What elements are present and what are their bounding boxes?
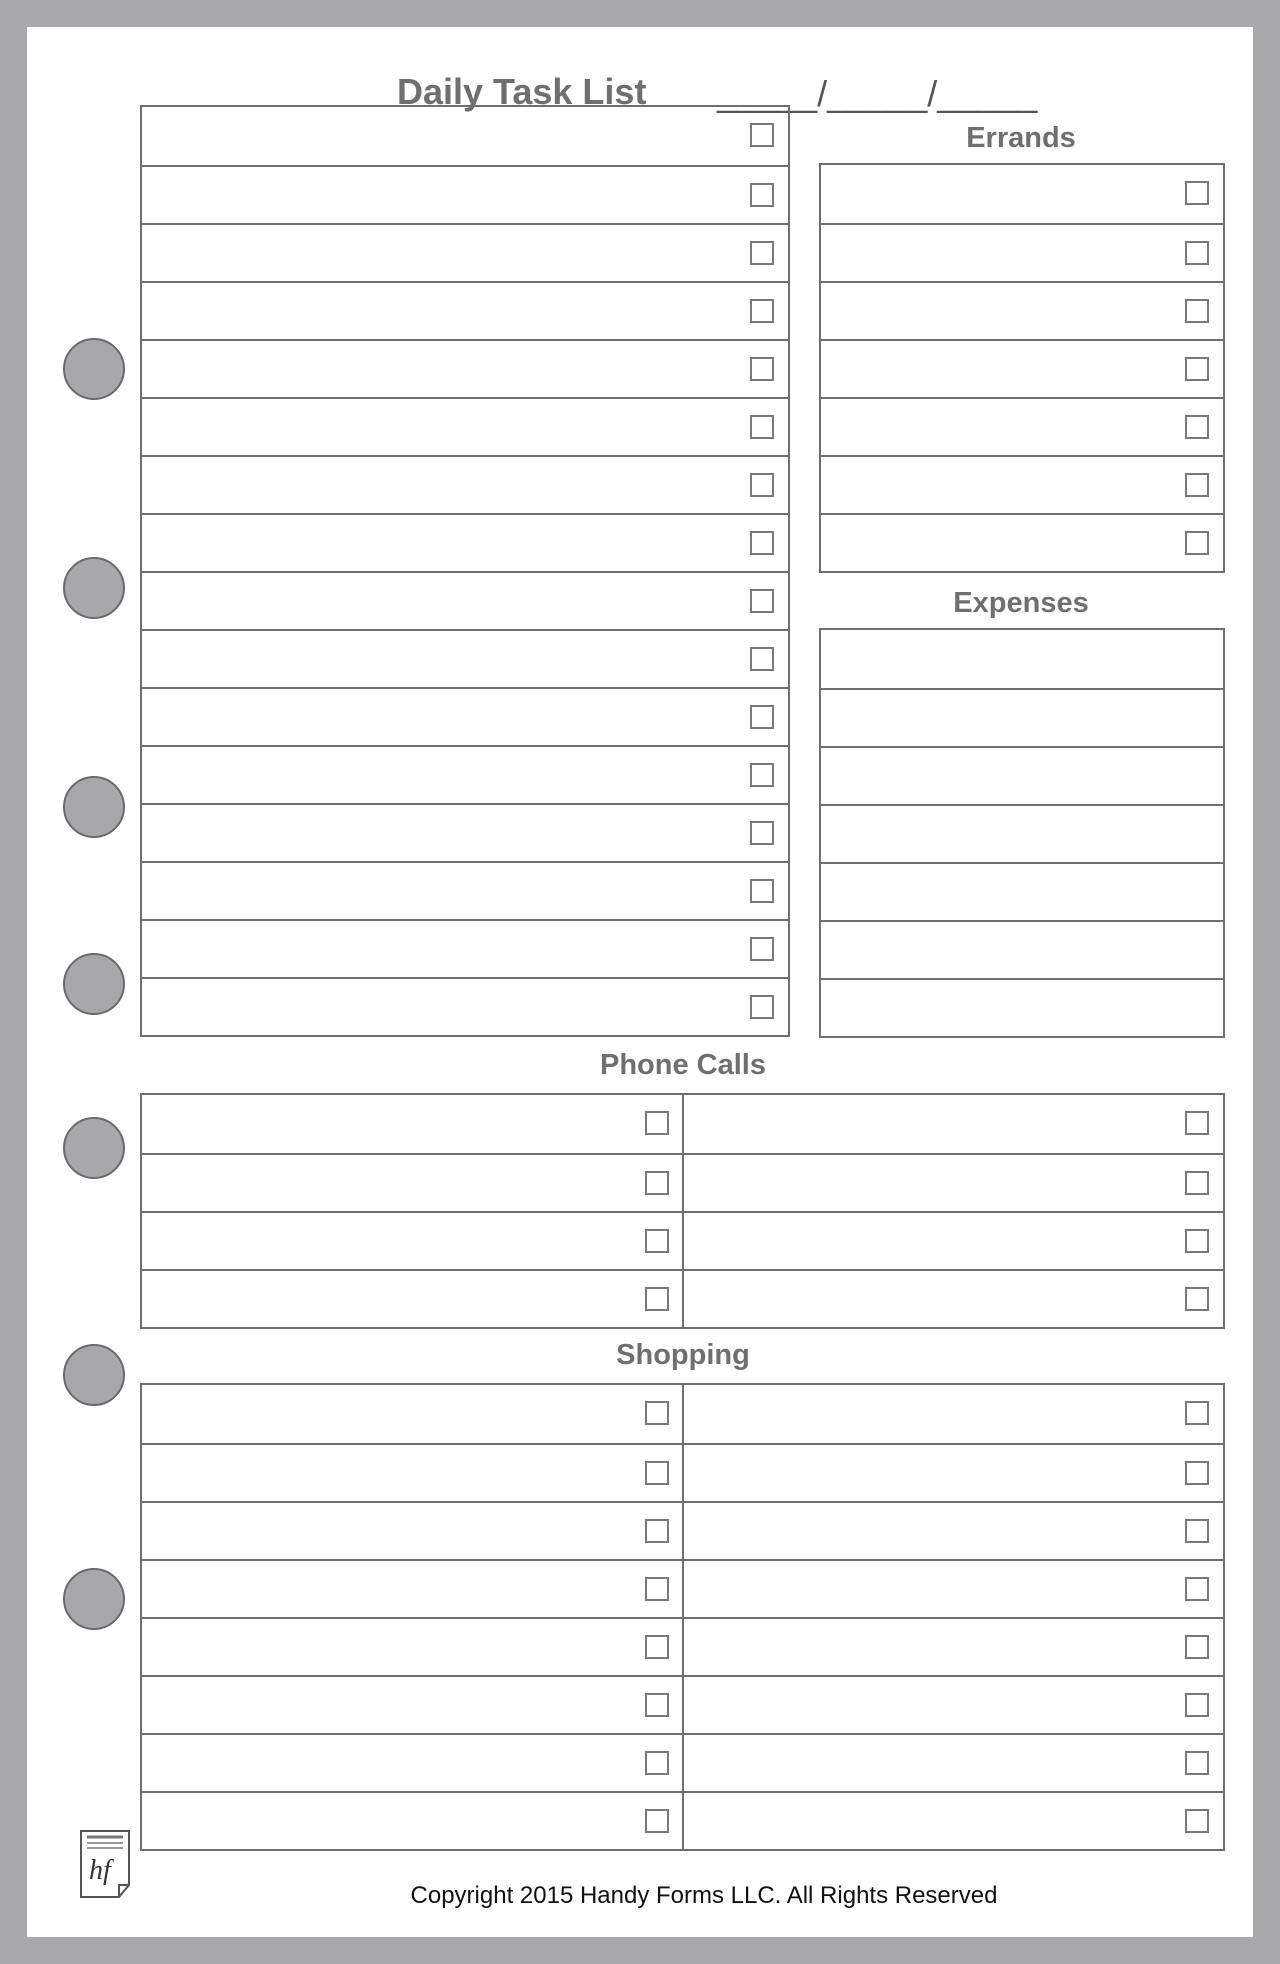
task-row[interactable]	[142, 397, 788, 455]
checkbox-icon[interactable]	[645, 1519, 669, 1543]
checkbox-icon[interactable]	[1185, 357, 1209, 381]
errand-row[interactable]	[821, 513, 1223, 571]
task-row[interactable]	[142, 861, 788, 919]
task-row[interactable]	[142, 571, 788, 629]
column-divider	[682, 1385, 684, 1849]
checkbox-icon[interactable]	[645, 1111, 669, 1135]
checkbox-icon[interactable]	[645, 1809, 669, 1833]
binder-hole	[63, 1117, 125, 1179]
task-row[interactable]	[142, 513, 788, 571]
checkbox-icon[interactable]	[1185, 1171, 1209, 1195]
checkbox-icon[interactable]	[1185, 473, 1209, 497]
page-title: Daily Task List	[397, 71, 647, 112]
checkbox-icon[interactable]	[750, 123, 774, 147]
task-row[interactable]	[142, 977, 788, 1035]
checkbox-icon[interactable]	[750, 183, 774, 207]
binder-hole	[63, 557, 125, 619]
expense-row[interactable]	[821, 804, 1223, 862]
binder-hole	[63, 953, 125, 1015]
checkbox-icon[interactable]	[750, 705, 774, 729]
task-row[interactable]	[142, 919, 788, 977]
checkbox-icon[interactable]	[1185, 1519, 1209, 1543]
expense-row[interactable]	[821, 978, 1223, 1036]
phone-calls-title: Phone Calls	[600, 1049, 766, 1081]
errand-row[interactable]	[821, 455, 1223, 513]
checkbox-icon[interactable]	[750, 415, 774, 439]
task-row[interactable]	[142, 107, 788, 165]
binder-hole	[63, 338, 125, 400]
task-row[interactable]	[142, 281, 788, 339]
errand-row[interactable]	[821, 397, 1223, 455]
task-row[interactable]	[142, 745, 788, 803]
checkbox-icon[interactable]	[1185, 1693, 1209, 1717]
checkbox-icon[interactable]	[750, 241, 774, 265]
task-row[interactable]	[142, 165, 788, 223]
errand-row[interactable]	[821, 165, 1223, 223]
checkbox-icon[interactable]	[645, 1635, 669, 1659]
phone-calls-grid	[140, 1093, 1225, 1329]
checkbox-icon[interactable]	[1185, 1111, 1209, 1135]
checkbox-icon[interactable]	[645, 1751, 669, 1775]
errands-grid	[819, 163, 1225, 573]
checkbox-icon[interactable]	[645, 1577, 669, 1601]
checkbox-icon[interactable]	[645, 1401, 669, 1425]
errand-row[interactable]	[821, 223, 1223, 281]
expenses-title: Expenses	[953, 587, 1089, 619]
checkbox-icon[interactable]	[645, 1171, 669, 1195]
checkbox-icon[interactable]	[750, 879, 774, 903]
expense-row[interactable]	[821, 862, 1223, 920]
task-row[interactable]	[142, 455, 788, 513]
binder-hole	[63, 1568, 125, 1630]
expense-row[interactable]	[821, 688, 1223, 746]
checkbox-icon[interactable]	[750, 647, 774, 671]
checkbox-icon[interactable]	[1185, 1577, 1209, 1601]
expense-row[interactable]	[821, 920, 1223, 978]
task-list-grid	[140, 105, 790, 1037]
checkbox-icon[interactable]	[750, 531, 774, 555]
expenses-grid	[819, 628, 1225, 1038]
checkbox-icon[interactable]	[750, 937, 774, 961]
errands-title: Errands	[966, 122, 1076, 154]
checkbox-icon[interactable]	[1185, 181, 1209, 205]
shopping-title: Shopping	[616, 1339, 750, 1371]
date-field[interactable]: _____/_____/_____	[717, 73, 1038, 114]
expense-row[interactable]	[821, 746, 1223, 804]
checkbox-icon[interactable]	[645, 1461, 669, 1485]
shopping-grid	[140, 1383, 1225, 1851]
column-divider	[682, 1095, 684, 1327]
logo-text: hf	[89, 1855, 111, 1886]
checkbox-icon[interactable]	[750, 821, 774, 845]
checkbox-icon[interactable]	[1185, 531, 1209, 555]
errand-row[interactable]	[821, 339, 1223, 397]
checkbox-icon[interactable]	[1185, 299, 1209, 323]
checkbox-icon[interactable]	[750, 763, 774, 787]
checkbox-icon[interactable]	[1185, 1461, 1209, 1485]
task-row[interactable]	[142, 339, 788, 397]
binder-hole	[63, 776, 125, 838]
task-row[interactable]	[142, 803, 788, 861]
checkbox-icon[interactable]	[750, 589, 774, 613]
checkbox-icon[interactable]	[645, 1693, 669, 1717]
binder-hole	[63, 1344, 125, 1406]
task-row[interactable]	[142, 629, 788, 687]
errand-row[interactable]	[821, 281, 1223, 339]
checkbox-icon[interactable]	[645, 1229, 669, 1253]
checkbox-icon[interactable]	[750, 995, 774, 1019]
checkbox-icon[interactable]	[1185, 1287, 1209, 1311]
checkbox-icon[interactable]	[750, 299, 774, 323]
checkbox-icon[interactable]	[1185, 1401, 1209, 1425]
checkbox-icon[interactable]	[1185, 415, 1209, 439]
checkbox-icon[interactable]	[750, 473, 774, 497]
checkbox-icon[interactable]	[1185, 1809, 1209, 1833]
checkbox-icon[interactable]	[750, 357, 774, 381]
task-row[interactable]	[142, 687, 788, 745]
checkbox-icon[interactable]	[1185, 1229, 1209, 1253]
checkbox-icon[interactable]	[1185, 1635, 1209, 1659]
checkbox-icon[interactable]	[645, 1287, 669, 1311]
expense-row[interactable]	[821, 630, 1223, 688]
copyright-text: Copyright 2015 Handy Forms LLC. All Rights Reserved	[410, 1882, 998, 1909]
checkbox-icon[interactable]	[1185, 1751, 1209, 1775]
planner-page	[27, 27, 1253, 1937]
checkbox-icon[interactable]	[1185, 241, 1209, 265]
task-row[interactable]	[142, 223, 788, 281]
